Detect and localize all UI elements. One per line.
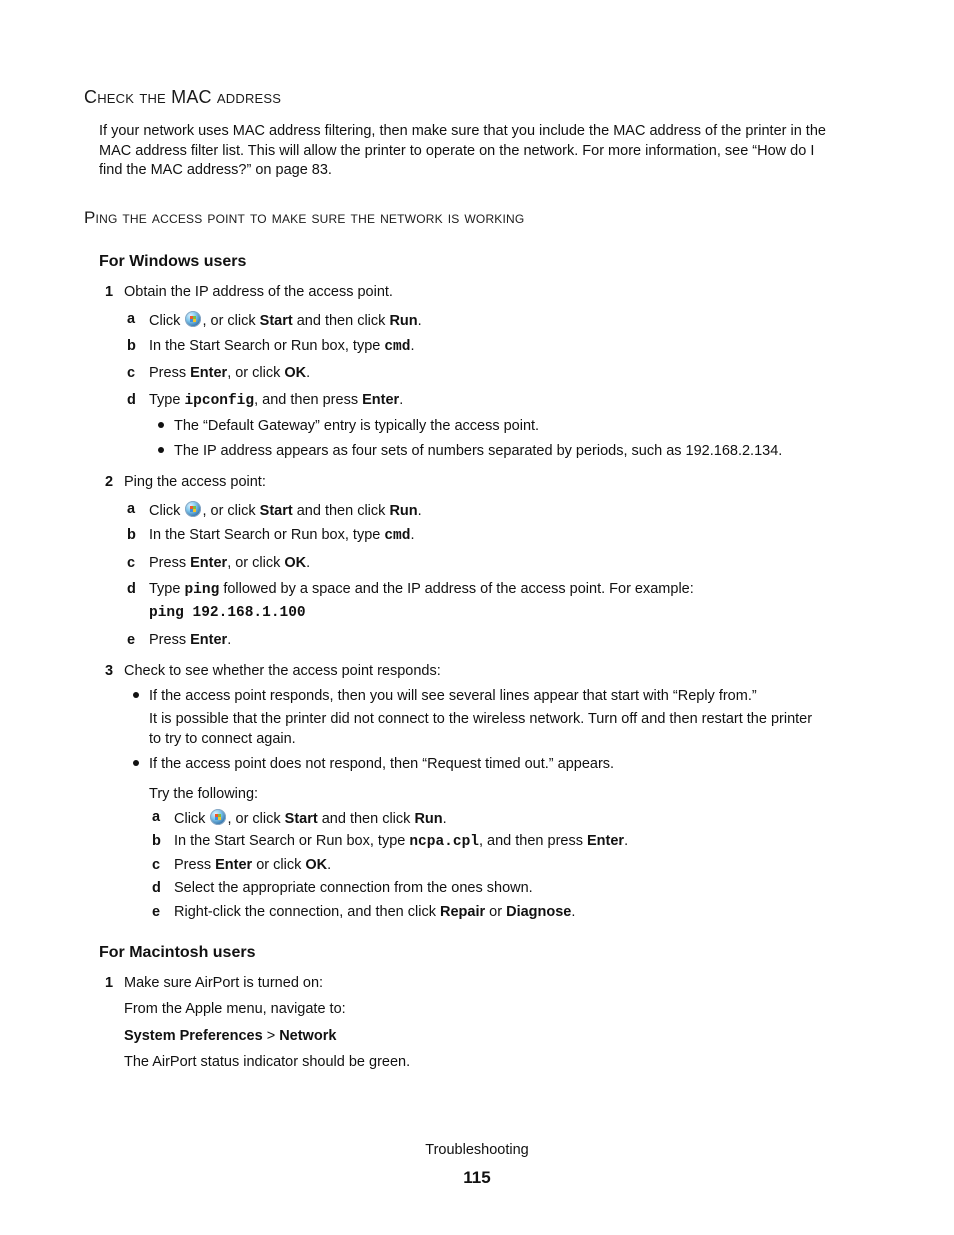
- substep-letter: c: [127, 365, 136, 381]
- run-label: Run: [389, 313, 418, 329]
- text: .: [306, 555, 311, 571]
- text: Press: [149, 365, 187, 381]
- bullet-icon: [158, 422, 164, 428]
- text: and then click: [321, 811, 411, 827]
- substep-letter: b: [127, 338, 136, 354]
- text: Right-click the connection, and then click: [174, 904, 436, 920]
- substep-letter: c: [152, 857, 161, 873]
- substep-letter: a: [152, 809, 161, 825]
- bullet-icon: [133, 760, 139, 766]
- substep-text: Select the appropriate connection from the ones shown.: [174, 880, 533, 896]
- text: Press: [149, 555, 187, 571]
- example-command: ping 192.168.1.100: [149, 605, 306, 621]
- menu-path: [124, 1028, 336, 1045]
- command: cmd: [384, 339, 411, 355]
- path-item: System Preferences: [124, 1028, 263, 1044]
- repair-label: Repair: [439, 904, 486, 920]
- substep-letter: b: [127, 527, 136, 543]
- bullet-text: The IP address appears as four sets of numbers separated by periods, such as 192.168.2.134.: [174, 443, 783, 459]
- text: , and then press: [478, 833, 583, 849]
- text: .: [417, 313, 422, 329]
- bullet-note: [149, 710, 812, 749]
- footer-section: Troubleshooting: [425, 1142, 529, 1158]
- substep-letter: b: [152, 833, 161, 849]
- substep-text: [149, 555, 310, 572]
- bullet-text: If the access point does not respond, then “Request timed out.” appears.: [149, 756, 615, 772]
- text: .: [227, 632, 232, 648]
- windows-start-icon: [185, 501, 201, 517]
- section-heading-ping: Ping the access point to make sure the network is working: [84, 208, 525, 227]
- text: or: [489, 904, 503, 920]
- substep-text: [149, 392, 403, 410]
- enter-label: Enter: [190, 632, 228, 648]
- substep-text: [174, 809, 447, 828]
- bullet-icon: [133, 692, 139, 698]
- substep-letter: e: [152, 904, 161, 920]
- text: .: [410, 527, 415, 543]
- text: Press: [149, 632, 187, 648]
- command: ncpa.cpl: [409, 834, 479, 850]
- step-number: 2: [105, 474, 114, 490]
- text: , or click: [202, 503, 256, 519]
- bullet-text: If the access point responds, then you will see several lines appear that start with “Reply from.”: [149, 688, 757, 704]
- step-text: Make sure AirPort is turned on:: [124, 975, 324, 991]
- windows-start-icon: [210, 809, 226, 825]
- substep-letter: c: [127, 555, 136, 571]
- substep-letter: a: [127, 311, 136, 327]
- text: , or click: [227, 811, 281, 827]
- text: , and then press: [254, 392, 359, 408]
- start-label: Start: [259, 313, 293, 329]
- ok-label: OK: [284, 555, 307, 571]
- step-line: The AirPort status indicator should be green.: [124, 1054, 411, 1070]
- substep-text: [149, 338, 415, 356]
- enter-label: Enter: [587, 833, 625, 849]
- text: followed by a space and the IP address of the access point. For example:: [223, 581, 694, 597]
- substep-letter: d: [127, 581, 136, 597]
- try-text: Try the following:: [149, 786, 259, 802]
- substep-letter: e: [127, 632, 136, 648]
- text: .: [327, 857, 332, 873]
- path-item: Network: [279, 1028, 337, 1044]
- step-number: 1: [105, 284, 114, 300]
- substep-letter: a: [127, 501, 136, 517]
- text: In the Start Search or Run box, type: [149, 527, 381, 543]
- bullet-text: The “Default Gateway” entry is typically the access point.: [174, 418, 540, 434]
- enter-label: Enter: [215, 857, 253, 873]
- path-separator: >: [266, 1028, 276, 1044]
- step-text: Obtain the IP address of the access point.: [124, 284, 393, 300]
- start-label: Start: [284, 811, 318, 827]
- bullet-icon: [158, 447, 164, 453]
- text: .: [417, 503, 422, 519]
- run-label: Run: [414, 811, 443, 827]
- windows-heading: For Windows users: [99, 253, 247, 270]
- substep-text: [149, 365, 310, 382]
- note-line: It is possible that the printer did not connect to the wireless network. Turn off and then restart the printer: [149, 711, 813, 727]
- text: .: [571, 904, 576, 920]
- text: .: [624, 833, 629, 849]
- text: Click: [174, 811, 206, 827]
- step-number: 1: [105, 975, 114, 991]
- substep-text: [174, 857, 331, 874]
- step-number: 3: [105, 663, 114, 679]
- text: and then click: [296, 313, 386, 329]
- macintosh-heading: For Macintosh users: [99, 944, 256, 961]
- text: .: [399, 392, 404, 408]
- page-number: 115: [463, 1168, 491, 1187]
- step-text: Ping the access point:: [124, 474, 266, 490]
- step-text: Check to see whether the access point responds:: [124, 663, 441, 679]
- text: Type: [149, 392, 181, 408]
- start-label: Start: [259, 503, 293, 519]
- text: In the Start Search or Run box, type: [174, 833, 406, 849]
- text: .: [442, 811, 447, 827]
- text: Click: [149, 313, 181, 329]
- command: cmd: [384, 528, 411, 544]
- text: In the Start Search or Run box, type: [149, 338, 381, 354]
- text: Type: [149, 581, 181, 597]
- substep-text: [149, 501, 422, 520]
- text: , or click: [227, 365, 281, 381]
- command: ping: [184, 582, 220, 598]
- substep-letter: d: [152, 880, 161, 896]
- enter-label: Enter: [190, 555, 228, 571]
- substep-text: [149, 527, 415, 545]
- mac-paragraph-line: find the MAC address?” on page 83.: [99, 162, 332, 178]
- step-line: From the Apple menu, navigate to:: [124, 1001, 346, 1017]
- enter-label: Enter: [190, 365, 228, 381]
- enter-label: Enter: [362, 392, 400, 408]
- command: ipconfig: [184, 393, 255, 409]
- ok-label: OK: [284, 365, 307, 381]
- windows-start-icon: [185, 311, 201, 327]
- ok-label: OK: [305, 857, 328, 873]
- substep-letter: d: [127, 392, 136, 408]
- substep-text: [149, 311, 422, 330]
- text: or click: [256, 857, 302, 873]
- mac-paragraph-line: If your network uses MAC address filtering, then make sure that you include the MAC address of the printer in the: [99, 123, 826, 139]
- run-label: Run: [389, 503, 418, 519]
- text: , or click: [227, 555, 281, 571]
- text: .: [410, 338, 415, 354]
- text: Press: [174, 857, 212, 873]
- text: Click: [149, 503, 181, 519]
- mac-paragraph: [99, 122, 826, 181]
- mac-paragraph-line: MAC address filter list. This will allow the printer to operate on the network. For more information, see “How do I: [99, 142, 815, 159]
- note-line: to try to connect again.: [149, 730, 296, 747]
- text: , or click: [202, 313, 256, 329]
- substep-text: [149, 632, 231, 649]
- diagnose-label: Diagnose: [506, 904, 572, 920]
- text: .: [306, 365, 311, 381]
- substep-text: [174, 833, 628, 851]
- section-heading-mac: Check the MAC address: [84, 87, 282, 107]
- substep-text: [174, 904, 575, 921]
- text: and then click: [296, 503, 386, 519]
- substep-text: [149, 581, 694, 599]
